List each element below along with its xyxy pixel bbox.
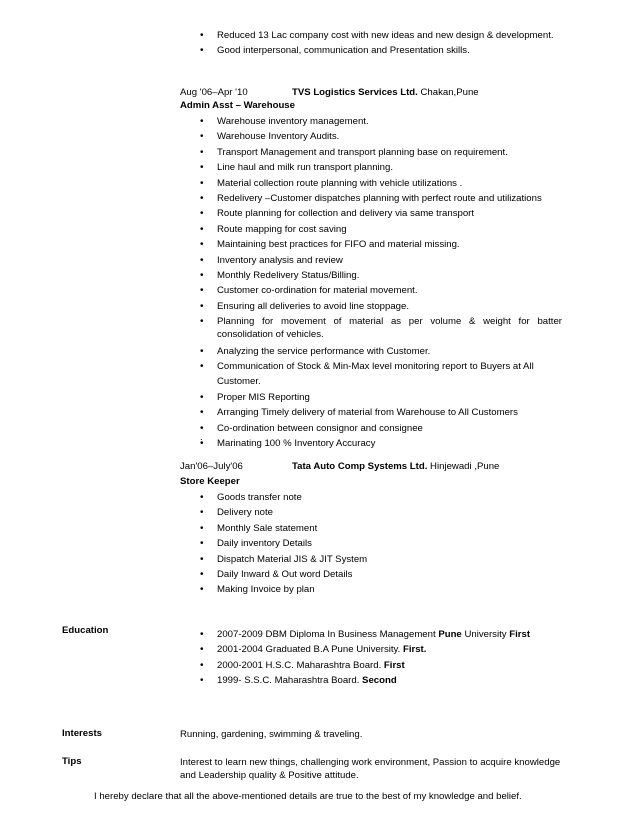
list-item bbox=[180, 627, 562, 642]
job1-company: TVS Logistics Services Ltd. bbox=[292, 87, 418, 98]
list-item: • Daily Inward & Out word Details bbox=[180, 567, 562, 582]
job1-company-line bbox=[292, 87, 479, 98]
list-item: • Marinating 100 % Inventory Accuracy bbox=[180, 436, 562, 451]
tips-label: Tips bbox=[62, 756, 82, 767]
education-bold: First. bbox=[402, 644, 427, 656]
education-text: 2007-2009 DBM Diploma In Business Management bbox=[217, 629, 439, 640]
list-item: • Making Invoice by plan bbox=[180, 582, 562, 597]
education-bold: First bbox=[383, 659, 405, 671]
list-item: • Reduced 13 Lac company cost with new ideas and new design & development. bbox=[180, 28, 570, 43]
list-item: • Communication of Stock & Min-Max level monitoring report to Buyers at All Customer. bbox=[180, 359, 562, 390]
list-item: • Redelivery –Customer dispatches planning with perfect route and utilizations bbox=[180, 191, 562, 206]
list-item: • Monthly Sale statement bbox=[180, 521, 562, 536]
list-item: • Dispatch Material JIS & JIT System bbox=[180, 552, 562, 567]
interests-text: Running, gardening, swimming & traveling. bbox=[180, 729, 363, 740]
job1-role: Admin Asst – Warehouse bbox=[180, 100, 295, 111]
job2-dates: Jan'06–July'06 bbox=[180, 461, 243, 472]
education-text: 2000-2001 H.S.C. Maharashtra Board. bbox=[217, 659, 384, 671]
list-item: • Co-ordination between consignor and consignee bbox=[180, 421, 562, 436]
list-item: • Route mapping for cost saving bbox=[180, 222, 562, 237]
list-item bbox=[180, 673, 562, 688]
list-item: • Good interpersonal, communication and Presentation skills. bbox=[180, 43, 570, 58]
list-item: • Customer co-ordination for material movement. bbox=[180, 283, 562, 298]
list-item bbox=[180, 658, 562, 673]
tips-text: Interest to learn new things, challenging work environment, Passion to acquire knowledge and Leadership quality & Positive attitude. bbox=[180, 757, 561, 781]
list-item: • Daily inventory Details bbox=[180, 536, 562, 551]
list-item: • Material collection route planning with vehicle utilizations . bbox=[180, 176, 562, 191]
list-item: • Line haul and milk run transport planning. bbox=[180, 160, 562, 175]
education-bold: Pune bbox=[438, 629, 462, 640]
job2-bullet-list bbox=[180, 490, 562, 598]
job2-company: Tata Auto Comp Systems Ltd. bbox=[292, 461, 428, 472]
education-mid: University bbox=[461, 629, 510, 640]
education-list bbox=[180, 627, 562, 689]
education-bold: First bbox=[509, 629, 531, 640]
list-item: • Monthly Redelivery Status/Billing. bbox=[180, 268, 562, 283]
list-item: • Goods transfer note bbox=[180, 490, 562, 505]
list-item bbox=[180, 642, 562, 657]
list-item: • Ensuring all deliveries to avoid line stoppage. bbox=[180, 299, 562, 314]
job2-location: Hinjewadi ,Pune bbox=[427, 461, 500, 472]
list-item: • Warehouse Inventory Audits. bbox=[180, 129, 562, 144]
list-item: • Arranging Timely delivery of material from Warehouse to All Customers bbox=[180, 405, 562, 420]
declaration-text: I hereby declare that all the above-mentioned details are true to the best of my knowledge and belief. bbox=[94, 791, 522, 802]
list-item: • Planning for movement of material as per volume & weight for batter consolidation of vehicles. bbox=[180, 315, 562, 341]
list-item: • Warehouse inventory management. bbox=[180, 114, 562, 129]
list-item: • Proper MIS Reporting bbox=[180, 390, 562, 405]
list-item: • Delivery note bbox=[180, 505, 562, 520]
education-text: 1999- S.S.C. Maharashtra Board. bbox=[217, 675, 363, 687]
job2-company-line bbox=[292, 461, 499, 472]
job1-location: Chakan,Pune bbox=[417, 87, 479, 98]
list-item: • Route planning for collection and delivery via same transport bbox=[180, 206, 562, 221]
job1-trailing-dot: . bbox=[200, 432, 203, 443]
list-item: • Analyzing the service performance with Customer. bbox=[180, 344, 562, 359]
top-bullet-list bbox=[180, 28, 570, 59]
list-item: • Inventory analysis and review bbox=[180, 253, 562, 268]
job1-bullet-list bbox=[180, 114, 562, 452]
education-label: Education bbox=[62, 625, 109, 636]
interests-label: Interests bbox=[62, 728, 102, 739]
list-item: • Transport Management and transport planning base on requirement. bbox=[180, 145, 562, 160]
education-bold: Second bbox=[362, 675, 397, 687]
list-item: • Maintaining best practices for FIFO and material missing. bbox=[180, 237, 562, 252]
job2-role: Store Keeper bbox=[180, 476, 240, 487]
job1-dates: Aug '06–Apr '10 bbox=[180, 87, 248, 98]
education-text: 2001-2004 Graduated B.A Pune University. bbox=[217, 644, 403, 656]
